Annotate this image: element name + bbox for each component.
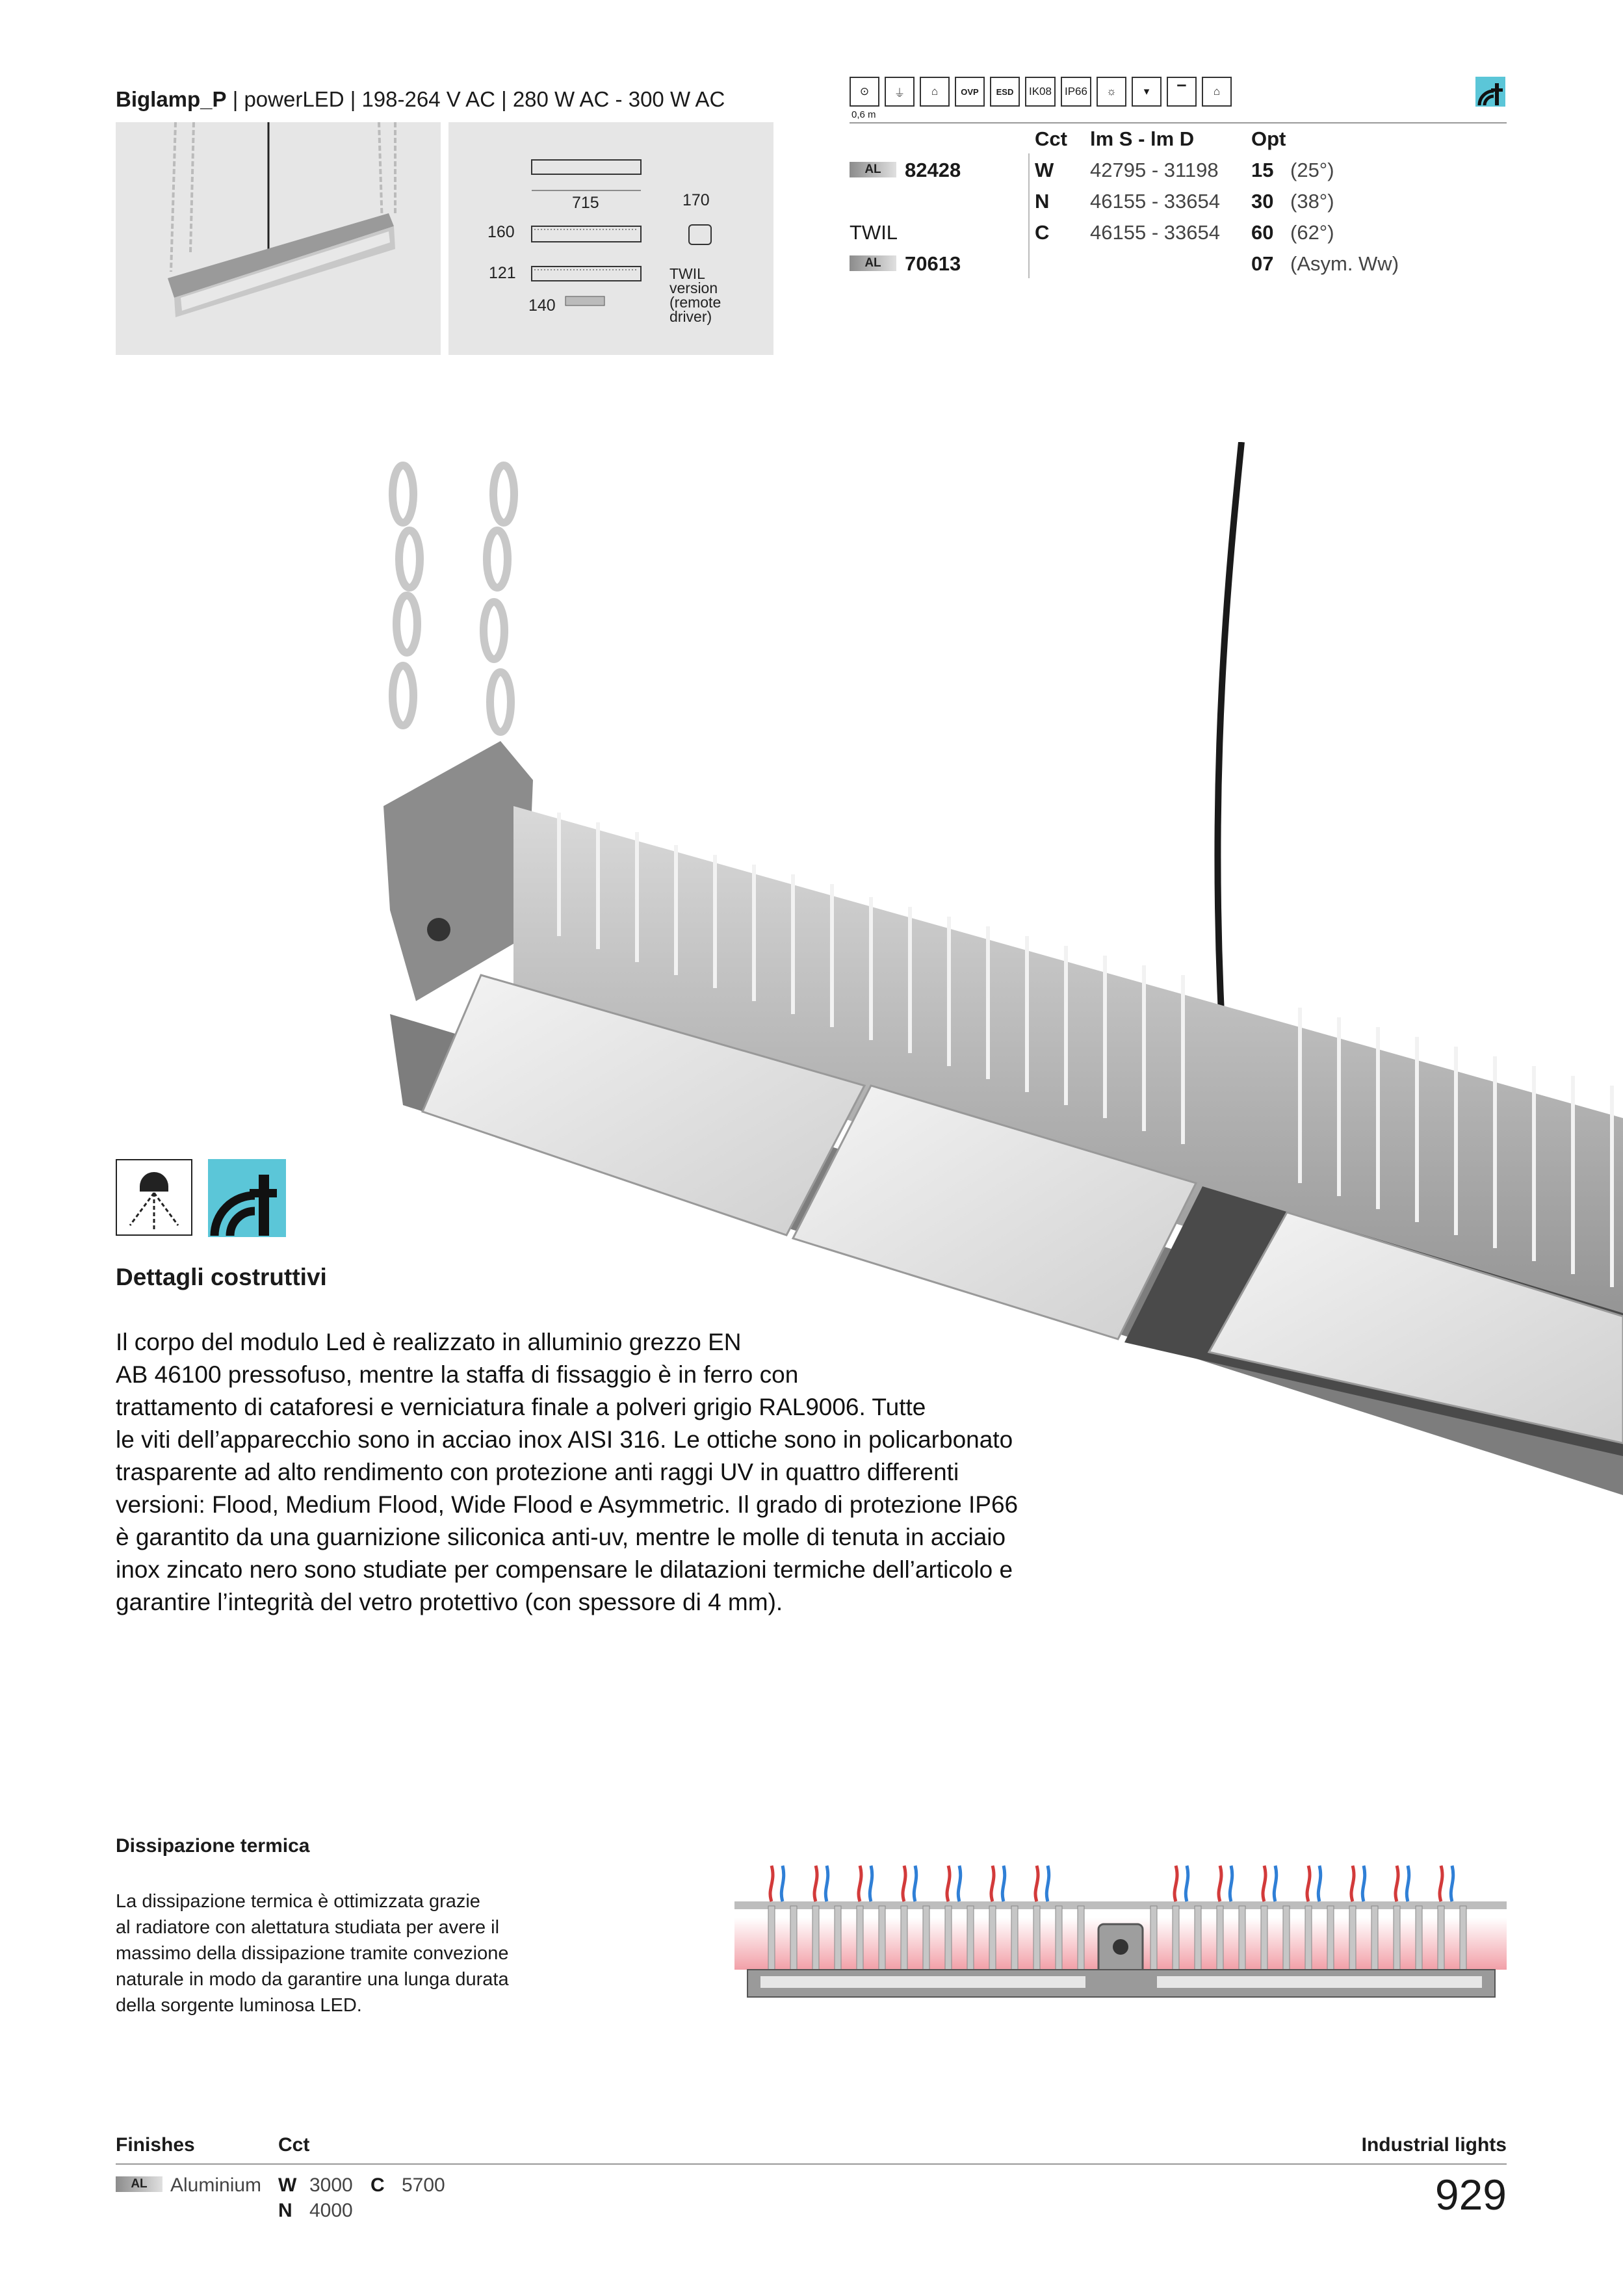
product-specs: | powerLED | 198-264 V AC | 280 W AC - 300 W AC bbox=[226, 87, 725, 111]
twil-note: TWIL version (remote driver) bbox=[669, 265, 721, 325]
ip-rating-icon: IP66 bbox=[1061, 77, 1091, 107]
row-lumens: 46155 - 33654 bbox=[1090, 190, 1220, 213]
product-header bbox=[116, 87, 725, 112]
footer-cct-kelvin: 4000 bbox=[309, 2200, 353, 2221]
row-opt-note: (Asym. Ww) bbox=[1290, 252, 1399, 275]
dimensions-drawing bbox=[448, 122, 773, 355]
thermal-diagram bbox=[734, 1859, 1507, 2015]
dim-body: 140 bbox=[528, 296, 556, 315]
page-number: 929 bbox=[1435, 2171, 1507, 2219]
dissipation-title: Dissipazione termica bbox=[116, 1835, 310, 1857]
col-lumens: lm S - lm D bbox=[1090, 127, 1195, 150]
row-opt-note: (62°) bbox=[1290, 221, 1334, 244]
dim-height-twil: 121 bbox=[489, 264, 516, 282]
product-code: 82428 bbox=[905, 159, 961, 181]
footer-cct-label: Cct bbox=[278, 2134, 310, 2156]
row-opt-note: (25°) bbox=[1290, 159, 1334, 181]
optics-symbol bbox=[116, 1159, 192, 1236]
table-top-rule bbox=[850, 122, 1507, 124]
dim-depth: 170 bbox=[682, 191, 710, 209]
row-cct: N bbox=[1035, 190, 1050, 213]
row-lumens: 46155 - 33654 bbox=[1090, 221, 1220, 244]
certification-icons bbox=[850, 77, 1232, 107]
col-cct: Cct bbox=[1035, 127, 1067, 150]
footer-cct-code: C bbox=[370, 2174, 385, 2196]
row-opt: 15 bbox=[1251, 159, 1274, 181]
footer-cct-code: W bbox=[278, 2174, 297, 2196]
cable-length-label: 0,6 m bbox=[851, 109, 876, 120]
ik-rating-icon: IK08 bbox=[1025, 77, 1056, 107]
finish-badge: AL bbox=[850, 162, 896, 177]
indoor-icon: ⌂ bbox=[1202, 77, 1232, 107]
footer-cct-kelvin: 3000 bbox=[309, 2174, 353, 2196]
row-cct: C bbox=[1035, 221, 1050, 244]
footer-rule bbox=[116, 2163, 1507, 2165]
ground-icon: ⏚ bbox=[885, 77, 915, 107]
brand-logo-small bbox=[1475, 77, 1505, 107]
class-icon: ⌂ bbox=[920, 77, 950, 107]
lamp-thumbnail-illustration bbox=[116, 122, 441, 355]
dim-width: 715 bbox=[572, 194, 599, 212]
cable-length-icon: ⊙ bbox=[850, 77, 879, 107]
esd-icon: ESD bbox=[990, 77, 1020, 107]
col-opt: Opt bbox=[1251, 127, 1286, 150]
brand-logo-icon bbox=[1475, 77, 1505, 107]
dissipation-paragraph: La dissipazione termica è ottimizzata grazie al radiatore con alettatura studiata per avere il massimo della dissipazione tramite convezione naturale in modo da garantire una lunga durata della sorgente luminosa LED. bbox=[116, 1891, 509, 2016]
footer-finish-badge: AL bbox=[116, 2176, 162, 2192]
table-divider bbox=[1028, 153, 1030, 278]
row-opt-note: (38°) bbox=[1290, 190, 1334, 213]
footer-finish-name: Aluminium bbox=[170, 2174, 262, 2196]
ceiling-icon: ▔ bbox=[1167, 77, 1197, 107]
footer-cct-code: N bbox=[278, 2200, 292, 2221]
footer-finishes-label: Finishes bbox=[116, 2134, 195, 2156]
dim-height: 160 bbox=[487, 223, 515, 241]
product-thumbnail bbox=[116, 122, 441, 355]
row-cct: W bbox=[1035, 159, 1054, 181]
row-opt: 30 bbox=[1251, 190, 1274, 213]
pendant-icon: ▾ bbox=[1132, 77, 1162, 107]
details-paragraph: Il corpo del modulo Led è realizzato in alluminio grezzo EN AB 46100 pressofuso, mentre la staffa di fissaggio è in ferro con trattamento di cataforesi e verniciatura finale a polveri grigio RAL9006. Tutte le viti dell’apparecchio sono in acciao inox AISI 316. Le ottiche sono in policarbonato trasparente ad alto rendimento con protezione anti raggi UV in quattro differenti versioni: Flood, Medium Flood, Wide Flood e Asymmetric. Il grado di protezione IP66 è garantito da una guarnizione siliconica anti-uv, mentre le molle di tenuta in acciaio inox zincato nero sono studiate per compensare le dilatazioni termiche dell’articolo e garantire l’integrità del vetro protettivo (con spessore di 4 mm). bbox=[116, 1329, 1019, 1615]
row-lumens: 42795 - 31198 bbox=[1090, 159, 1219, 181]
footer-cct-kelvin: 5700 bbox=[402, 2174, 445, 2196]
row-opt: 60 bbox=[1251, 221, 1274, 244]
optics-icon: ☼ bbox=[1097, 77, 1126, 107]
optics-symbol-icon bbox=[117, 1160, 191, 1234]
footer-category: Industrial lights bbox=[1361, 2134, 1507, 2156]
brand-logo-large-icon bbox=[208, 1159, 286, 1237]
twil-label: TWIL bbox=[850, 221, 898, 244]
brand-logo-large bbox=[208, 1159, 286, 1237]
product-name: Biglamp_P bbox=[116, 87, 227, 111]
row-opt: 07 bbox=[1251, 252, 1274, 275]
ovp-icon: OVP bbox=[955, 77, 985, 107]
finish-badge: AL bbox=[850, 255, 896, 271]
product-code: 70613 bbox=[905, 252, 961, 275]
details-title: Dettagli costruttivi bbox=[116, 1264, 327, 1290]
